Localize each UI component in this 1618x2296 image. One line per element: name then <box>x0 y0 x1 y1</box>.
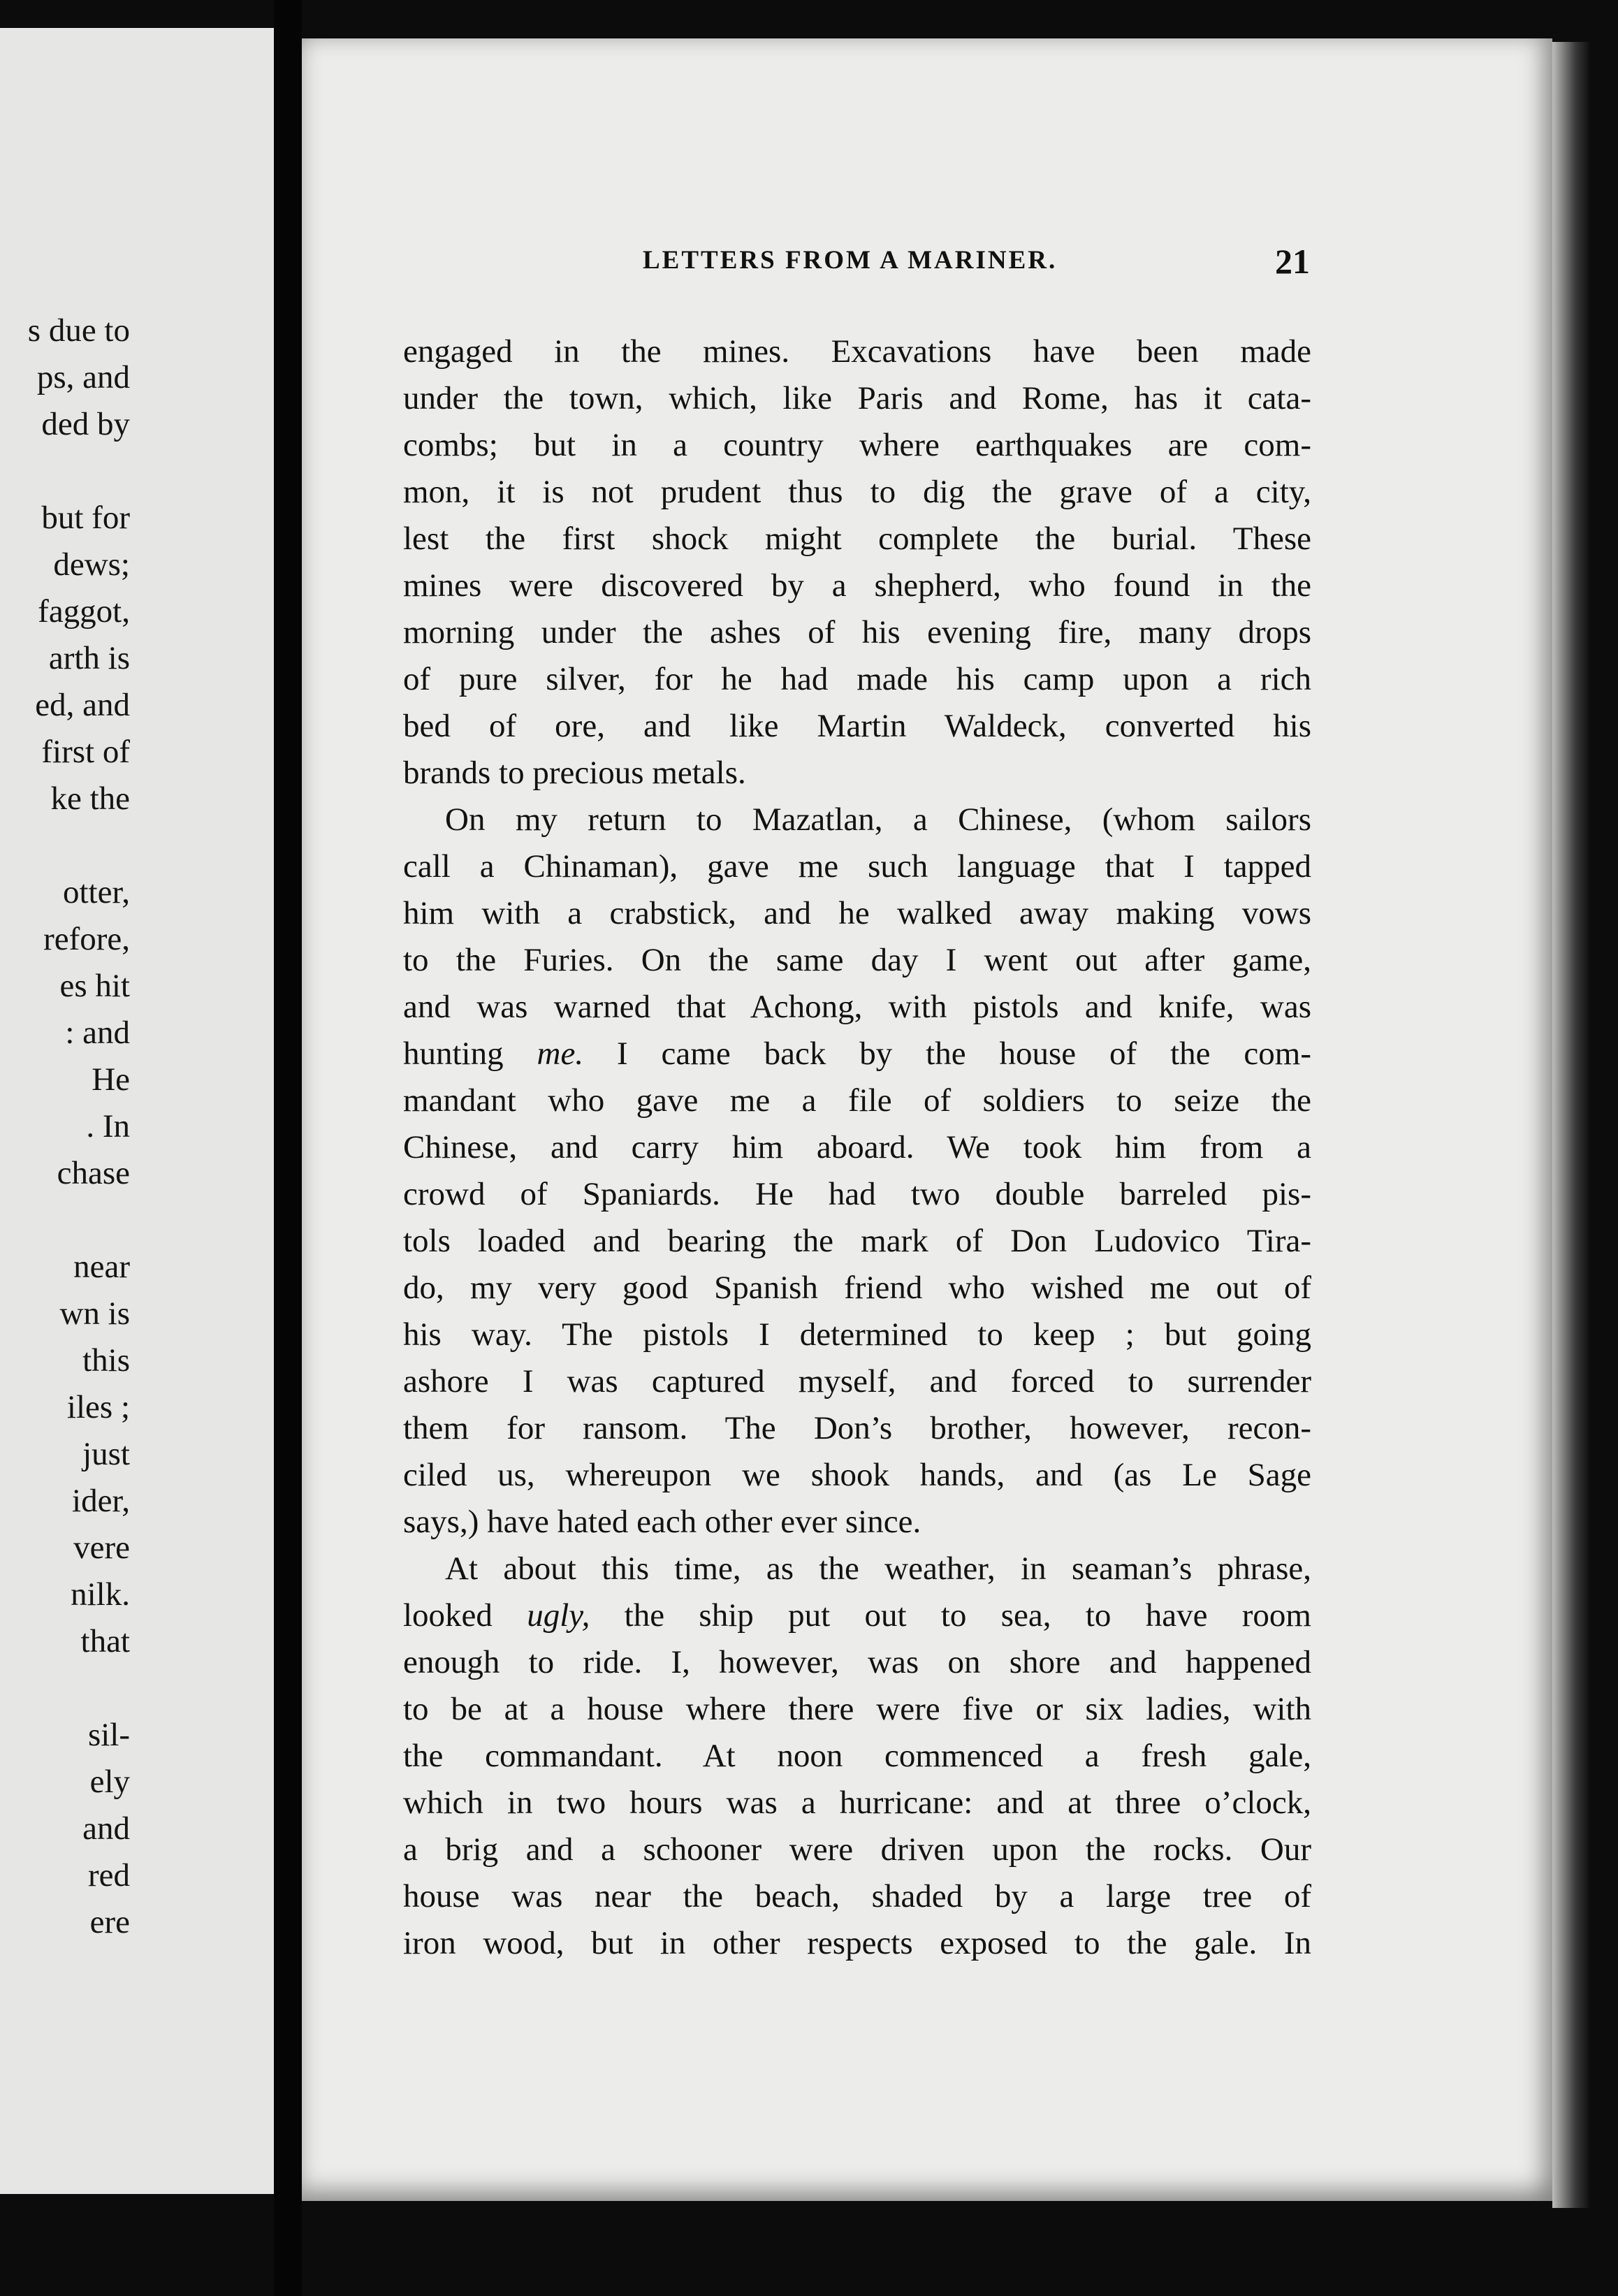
text-line: to be at a house where there were five or six ladies, with <box>403 1691 1311 1727</box>
prev-line: ely <box>89 1764 130 1800</box>
scan-border <box>363 2283 1551 2296</box>
prev-line: : and <box>65 1015 130 1051</box>
text-line: his way. The pistols I determined to keep ; but going <box>403 1316 1311 1353</box>
previous-page-fragment <box>0 28 277 2194</box>
text-line: ashore I was captured myself, and forced to surrender <box>403 1363 1311 1400</box>
page-edge <box>1552 42 1591 2208</box>
text-line: At about this time, as the weather, in seaman’s phrase, <box>445 1550 1311 1587</box>
prev-line: first of <box>41 734 130 770</box>
text-line: a brig and a schooner were driven upon the rocks. Our <box>403 1831 1311 1868</box>
page-number: 21 <box>1275 242 1310 281</box>
prev-line: sil- <box>87 1717 130 1753</box>
text-line: and was warned that Achong, with pistols and knife, was <box>403 989 1311 1025</box>
book-gutter <box>274 0 302 2296</box>
prev-line: and <box>82 1810 130 1847</box>
text-line: engaged in the mines. Excavations have been made <box>403 333 1311 370</box>
prev-line: refore, <box>43 921 130 957</box>
prev-line: that <box>80 1623 130 1659</box>
prev-line: chase <box>57 1155 130 1191</box>
prev-line: ed, and <box>35 687 130 723</box>
prev-line: but for <box>41 500 130 536</box>
prev-line: ps, and <box>36 359 130 395</box>
prev-line: iles ; <box>66 1389 130 1425</box>
text-line: do, my very good Spanish friend who wished me out of <box>403 1270 1311 1306</box>
prev-line: arth is <box>48 640 130 676</box>
text-line: them for ransom. The Don’s brother, however, recon- <box>403 1410 1311 1446</box>
prev-line: ded by <box>41 406 130 442</box>
text-line: brands to precious metals. <box>403 755 746 791</box>
running-head: LETTERS FROM A MARINER. <box>643 246 1058 275</box>
prev-line: just <box>82 1436 130 1472</box>
prev-line: red <box>87 1857 130 1894</box>
text-line: ciled us, whereupon we shook hands, and (as Le Sage <box>403 1457 1311 1493</box>
text-line: mines were discovered by a shepherd, who found in the <box>403 567 1311 604</box>
text-line: lest the first shock might complete the burial. These <box>403 521 1311 557</box>
prev-line: vere <box>73 1530 130 1566</box>
text-line: to the Furies. On the same day I went out after game, <box>403 942 1311 978</box>
prev-line: ider, <box>72 1483 130 1519</box>
text-line: mandant who gave me a file of soldiers to seize the <box>403 1082 1311 1119</box>
prev-line: He <box>92 1061 130 1098</box>
text-line: of pure silver, for he had made his camp upon a rich <box>403 661 1311 697</box>
prev-line: faggot, <box>38 593 130 630</box>
prev-line: wn is <box>59 1295 130 1332</box>
text-line: enough to ride. I, however, was on shore and happened <box>403 1644 1311 1680</box>
prev-line: nilk. <box>71 1576 130 1613</box>
text-line: morning under the ashes of his evening fire, many drops <box>403 614 1311 651</box>
text-line: call a Chinaman), gave me such language that I tapped <box>403 848 1311 885</box>
text-line: crowd of Spaniards. He had two double barreled pis- <box>403 1176 1311 1212</box>
prev-line: . In <box>86 1108 130 1145</box>
prev-line: dews; <box>53 546 130 583</box>
text-line: him with a crabstick, and he walked away making vows <box>403 895 1311 931</box>
text-line: house was near the beach, shaded by a large tree of <box>403 1878 1311 1914</box>
text-line: under the town, which, like Paris and Rome, has it cata- <box>403 380 1311 416</box>
italic-word: ugly, <box>527 1597 590 1634</box>
prev-line: near <box>73 1249 130 1285</box>
text-line: On my return to Mazatlan, a Chinese, (whom sailors <box>445 801 1311 838</box>
text-line: mon, it is not prudent thus to dig the grave of a city, <box>403 474 1311 510</box>
text-line: looked ugly, the ship put out to sea, to have room <box>403 1597 1311 1634</box>
text-line: hunting me. I came back by the house of the com- <box>403 1036 1311 1072</box>
text-line: bed of ore, and like Martin Waldeck, converted his <box>403 708 1311 744</box>
body-text <box>403 328 1311 1967</box>
prev-line: this <box>82 1342 130 1379</box>
text-line: which in two hours was a hurricane: and at three o’clock, <box>403 1785 1311 1821</box>
prev-line: es hit <box>59 968 130 1004</box>
text-line: iron wood, but in other respects exposed to the gale. In <box>403 1925 1311 1961</box>
text-line: tols loaded and bearing the mark of Don Ludovico Tira- <box>403 1223 1311 1259</box>
text-line: combs; but in a country where earthquakes are com- <box>403 427 1311 463</box>
text-line: says,) have hated each other ever since. <box>403 1504 921 1540</box>
prev-line: ke the <box>50 780 130 817</box>
prev-line: ere <box>89 1904 130 1940</box>
text-line: Chinese, and carry him aboard. We took him from a <box>403 1129 1311 1165</box>
text-line: the commandant. At noon commenced a fresh gale, <box>403 1738 1311 1774</box>
prev-line: otter, <box>63 874 130 910</box>
italic-word: me. <box>537 1036 584 1072</box>
prev-line: s due to <box>27 312 130 349</box>
